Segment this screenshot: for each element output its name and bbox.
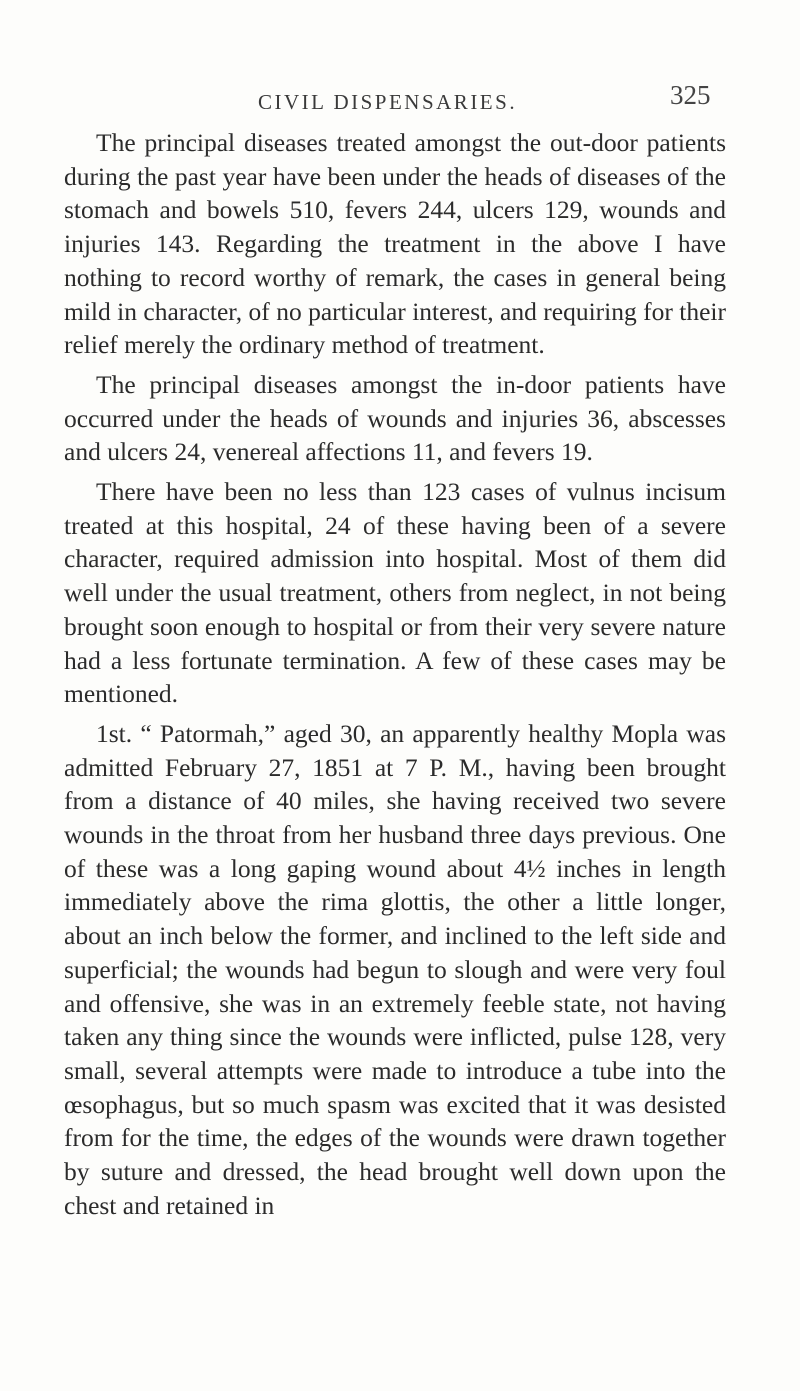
running-title: CIVIL DISPENSARIES. (258, 90, 518, 114)
body-text (64, 126, 726, 1229)
paragraph-indoor-patients: The principal diseases amongst the in-door patients have occurred under the heads of wounds and injuries 36, abscesses and ulcers 24, venereal affections 11, and fevers 19. (64, 369, 726, 467)
running-head (0, 80, 800, 116)
paragraph-outdoor-patients: The principal diseases treated amongst the out-door patients during the past year have been under the heads of diseases of the stomach and bowels 510, fevers 244, ulcers 129, wounds and injuries 143. Regarding the treatment in the above I have nothing to record worthy of remark, the cases in general being mild in character, of no particular interest, and requiring for their relief merely the ordinary method of treatment. (64, 128, 726, 360)
paragraph-vulnus-incisum: There have been no less than 123 cases of vulnus incisum treated at this hospital, 24 of these having been of a severe character, required admission into hospital. Most of them did well under the usual treatment, others from neglect, in not being brought soon enough to hospital or from their very severe nature had a less fortunate termination. A few of these cases may be mentioned. (64, 477, 726, 709)
page-number: 325 (670, 80, 711, 110)
paragraph-case-patormah: 1st. “ Patormah,” aged 30, an apparently healthy Mopla was admitted February 27, 1851 at 7 P. M., having been brought from a distance of 40 miles, she having received two severe wounds in the throat from her husband three days previous. One of these was a long gaping wound about 4½ inches in length immediately above the rima glottis, the other a little longer, about an inch below the former, and inclined to the left side and superficial; the wounds had begun to slough and were very foul and offensive, she was in an extremely feeble state, not having taken any thing since the wounds were inflicted, pulse 128, very small, several attempts were made to introduce a tube into the œsophagus, but so much spasm was excited that it was desisted from for the time, the edges of the wounds were drawn together by suture and dressed, the head brought well down upon the chest and retained in (64, 718, 726, 1220)
